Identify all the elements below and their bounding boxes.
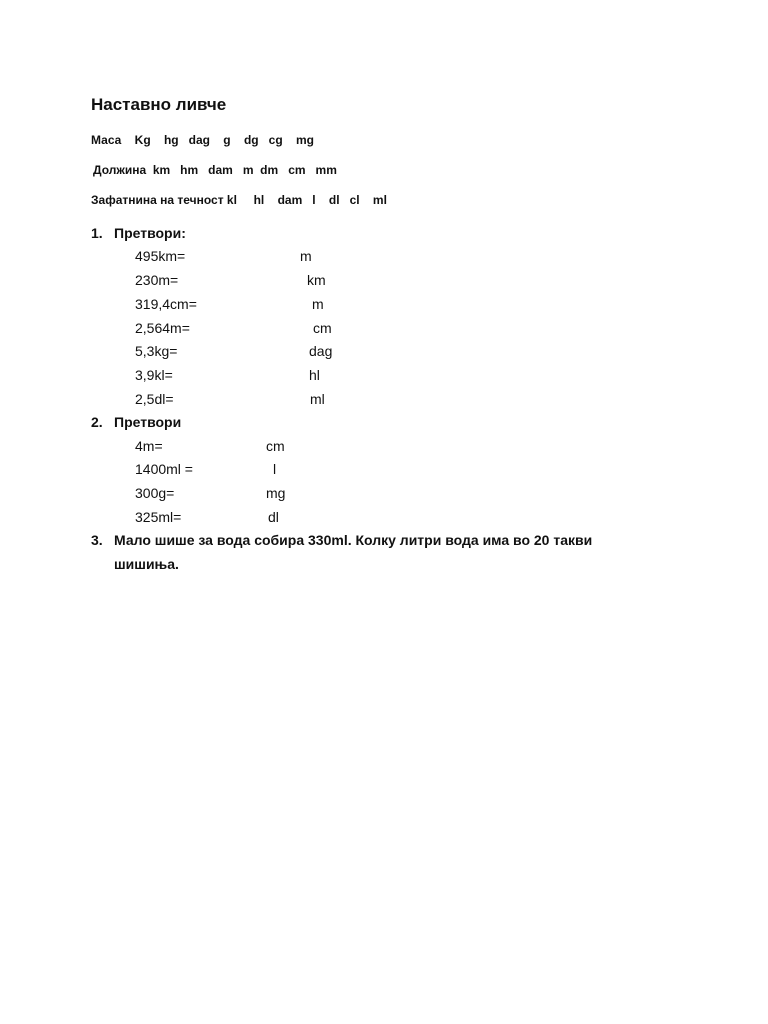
- conversion-given: 2,5dl=: [135, 391, 174, 407]
- conversion-given: 3,9kl=: [135, 367, 173, 383]
- conversion-target-unit: cm: [266, 438, 285, 454]
- conversion-target-unit: cm: [313, 320, 332, 336]
- conversion-target-unit: dl: [268, 509, 279, 525]
- volume-units-line: Зафатнина на течност kl hl dam l dl cl ml: [91, 193, 387, 207]
- conversion-given: 2,564m=: [135, 320, 190, 336]
- conversion-given: 4m=: [135, 438, 163, 454]
- conversion-target-unit: ml: [310, 391, 325, 407]
- conversion-given: 319,4cm=: [135, 296, 197, 312]
- task1-number: 1.: [91, 225, 103, 241]
- task1-title: Претвори:: [114, 225, 186, 241]
- task3-number: 3.: [91, 532, 103, 548]
- conversion-target-unit: mg: [266, 485, 286, 501]
- task2-number: 2.: [91, 414, 103, 430]
- conversion-target-unit: km: [307, 272, 326, 288]
- conversion-target-unit: m: [312, 296, 324, 312]
- conversion-target-unit: m: [300, 248, 312, 264]
- conversion-given: 1400ml =: [135, 461, 193, 477]
- task3-question-line2: шишиња.: [114, 556, 179, 572]
- conversion-target-unit: dag: [309, 343, 333, 359]
- length-units-line: Должина km hm dam m dm cm mm: [93, 163, 337, 177]
- task2-title: Претвори: [114, 414, 182, 430]
- page-title: Наставно ливче: [91, 95, 227, 114]
- conversion-given: 300g=: [135, 485, 175, 501]
- conversion-given: 325ml=: [135, 509, 182, 525]
- conversion-given: 495km=: [135, 248, 186, 264]
- task3-question-line1: Мало шише за вода собира 330ml. Колку литри вода има во 20 такви: [114, 532, 593, 548]
- conversion-given: 5,3kg=: [135, 343, 178, 359]
- conversion-target-unit: l: [273, 461, 277, 477]
- conversion-given: 230m=: [135, 272, 179, 288]
- mass-units-line: Маса Kg hg dag g dg cg mg: [91, 133, 314, 147]
- conversion-target-unit: hl: [309, 367, 320, 383]
